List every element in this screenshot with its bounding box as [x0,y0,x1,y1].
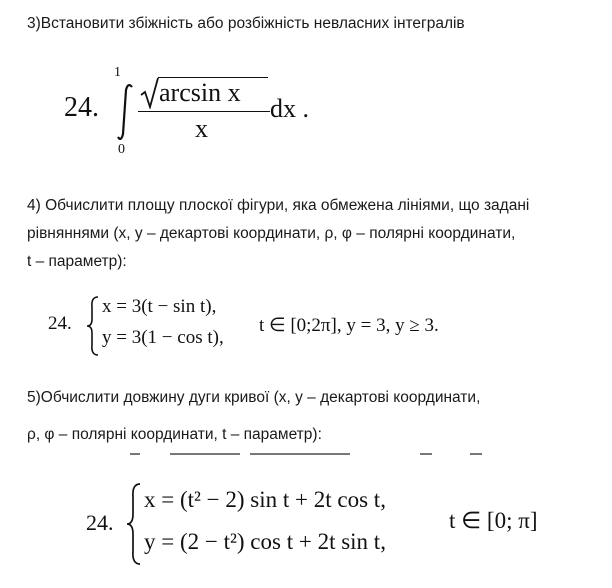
task4-line1: 4) Обчислити площу плоскої фігури, яка обмежена лініями, що задані [27,197,530,214]
task4-condition: t ∈ [0;2π], y = 3, y ≥ 3. [259,315,439,336]
brace-icon [126,482,142,566]
cropped-line-fragment [130,450,490,460]
sqrt-sign-icon [140,77,160,109]
task3-number: 24. [64,92,99,123]
task5-condition: t ∈ [0; π] [449,508,538,533]
task5-system [86,480,556,570]
task4-eq1: x = 3(t − sin t), [102,296,217,317]
brace-icon [86,295,100,357]
task3-tail: dx . [270,94,309,123]
task3-integral [62,62,362,162]
integral-upper-limit: 1 [114,65,121,80]
task4-number: 24. [48,313,72,334]
task3-heading: 3)Встановити збіжність або розбіжність невласних інтегралів [27,15,465,32]
task4-system [48,293,508,359]
task4-line3: t – параметр): [27,253,127,270]
task5-line2: ρ, φ – полярні координати, t – параметр): [27,426,322,443]
task4-line2: рівняннями (x, y – декартові координати, ρ, φ – полярні координати, [27,225,516,242]
integral-lower-limit: 0 [118,142,125,157]
task5-number: 24. [86,510,114,535]
task4-eq2: y = 3(1 − cos t), [102,327,224,348]
task5-line1: 5)Обчислити довжину дуги кривої (x, y – декартові координати, [27,389,481,406]
task5-eq1: x = (t² − 2) sin t + 2t cos t, [144,487,386,512]
task5-eq2: y = (2 − t²) cos t + 2t sin t, [144,529,386,554]
task3-numerator: arcsin x [159,78,241,107]
task3-denominator: x [195,114,208,143]
integral-sign-icon [117,82,137,142]
